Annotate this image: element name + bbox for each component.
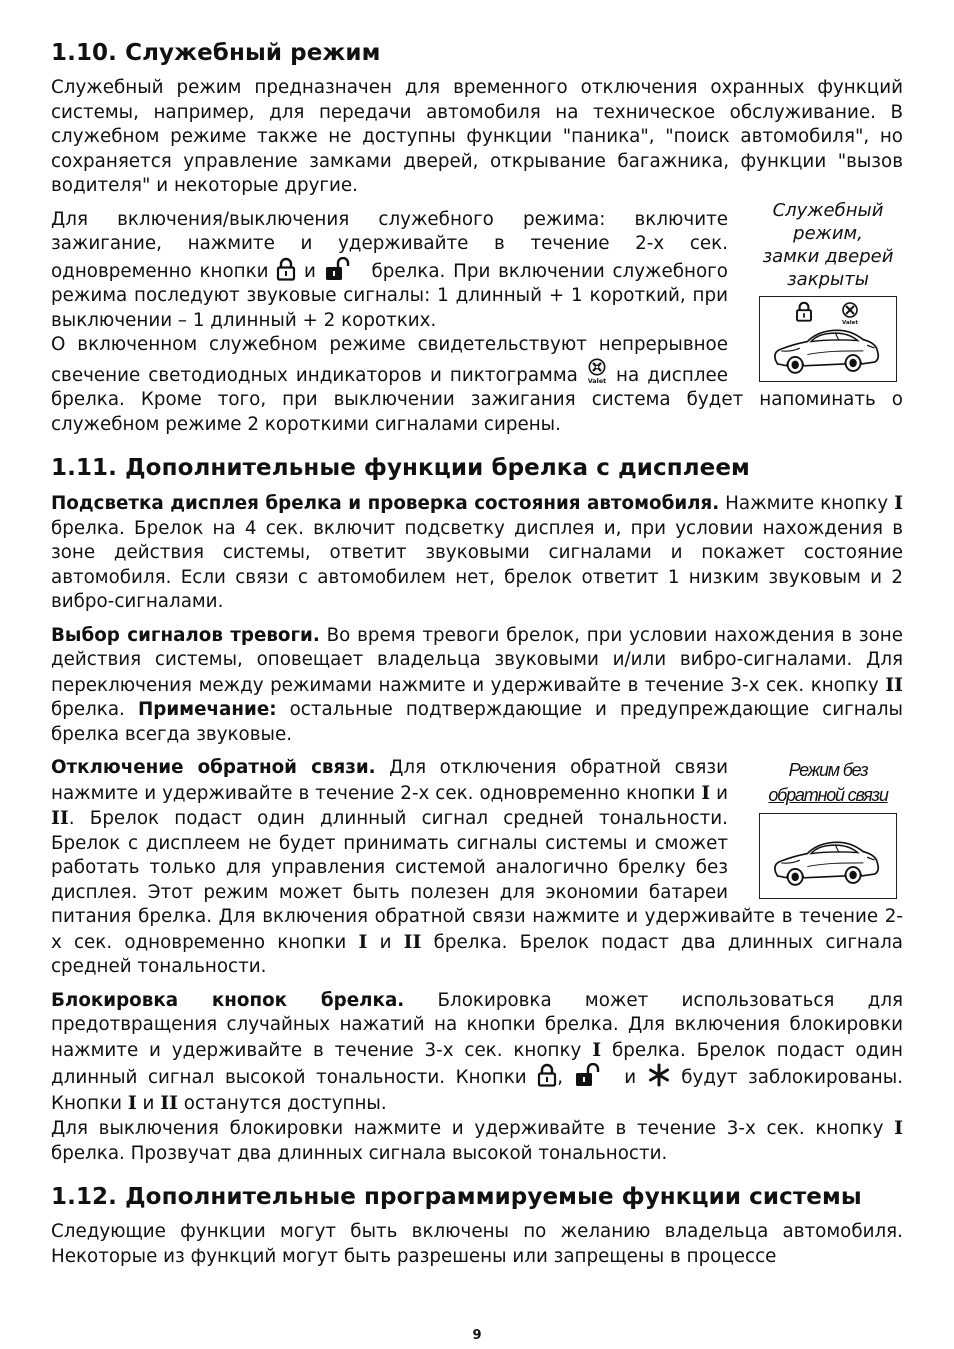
unlock-icon [574, 1063, 614, 1087]
s111-alarm-paragraph: Выбор сигналов тревоги. Во время тревоги брелок, при условии нахождения в зоне действия системы, оповещает владельца звуковыми и/или вибро-сигналами. Для переключения между режимами нажмите и удерживайте в течение 3-х сек. кнопку II брелка. Примечание: остальные подтверждающие и предупреждающие сигналы брелка всегда звуковые. [51, 624, 903, 745]
button-two-icon: II [403, 930, 422, 953]
lock-icon [537, 1063, 557, 1087]
s110-paragraph-2: Для включения/выключения служебного режима: включите зажигание, нажмите и удерживайте в течение 2-х сек. одновременно кнопки и брелка. При включении служебного режима последуют звуковые сигналы: 1 длинный + 1 короткий, при выключении – 1 длинный + 2 коротких. [51, 208, 728, 331]
unlock-icon [324, 257, 364, 281]
s111-lock-paragraph: Блокировка кнопок брелка. Блокировка может использоваться для предотвращения случайных нажатий на кнопки брелка. Для включения блокировки нажмите и удерживайте в течение 3-х сек. кнопку I брелка. Брелок подаст один длинный сигнал высокой тональности. Кнопки , и будут заблокированы. Кнопки I и II останутся доступны. [51, 989, 904, 1114]
s110-paragraph-1: Служебный режим предназначен для временного отключения охранных функций системы, например, для передачи автомобиля на техническое обслуживание. В служебном режиме также не доступны функции "паника", "поиск автомобиля", но сохраняется управление замками дверей, открывание багажника, функции "вызов водителя" и некоторые другие. [51, 77, 903, 196]
s111-feedback-paragraph: Отключение обратной связи. Для отключения обратной связи нажмите и удерживайте в течение 2-х сек. одновременно кнопки I и II. Брелок подаст один длинный сигнал средней тональности. Брелок с дисплеем не будет принимать сигналы системы и сможет работать только для управления системой аналогично брелку без дисплея. Этот режим может быть полезен для экономии батареи питания брелка. Для включения обратной связи нажмите и удерживайте в течение 2-х сек. одновременно кнопки I и II брелка. Брелок подаст два длинных сигнала средней тональности. [51, 757, 903, 977]
button-two-icon: II [51, 807, 69, 829]
s112-paragraph-1: Следующие функции могут быть включены по желанию владельца автомобиля. Некоторые из функций могут быть разрешены или запрещены в процессе [51, 1221, 903, 1267]
button-one-icon: I [127, 1091, 137, 1114]
valet-icon [842, 303, 858, 326]
s110-paragraph-3: О включенном служебном режиме свидетельствуют непрерывное свечение светодиодных индикаторов и пиктограмма на дисплее брелка. Кроме того, при выключении зажигания система будет напоминать о служебном режиме 2 короткими сигналами сирены. [51, 334, 903, 435]
remote-display-no-feedback [759, 813, 897, 899]
button-two-icon: II [160, 1091, 178, 1114]
lock-icon [797, 302, 811, 320]
page-number: 9 [472, 1328, 482, 1343]
s111-unlock-paragraph: Для выключения блокировки нажмите и удерживайте в течение 3-х сек. кнопку I брелка. Прозвучат два длинных сигнала высокой тональности. [51, 1117, 903, 1164]
valet-icon [586, 358, 608, 385]
button-one-icon: I [592, 1038, 602, 1061]
button-two-icon: II [885, 673, 903, 696]
heading-1-11: 1.11. Дополнительные функции брелка с дисплеем [51, 455, 750, 481]
remote-display-valet [759, 296, 897, 382]
figure-no-feedback-caption: Режим без обратной связи [768, 760, 888, 805]
s111-backlight-paragraph: Подсветка дисплея брелка и проверка состояния автомобиля. Нажмите кнопку I брелка. Брелок на 4 сек. включит подсветку дисплея и, при условии нахождения в зоне действия системы, ответит звуковыми сигналами и покажет состояние автомобиля. Если связи с автомобилем нет, брелок ответит 1 низким звуковым и 2 вибро-сигналами. [51, 492, 903, 612]
car-icon [775, 842, 878, 884]
car-icon [775, 330, 878, 372]
figure-no-feedback [753, 758, 903, 899]
button-one-icon: I [894, 1117, 903, 1139]
button-one-icon: I [894, 492, 903, 514]
page-content [51, 40, 903, 1269]
heading-1-12: 1.12. Дополнительные программируемые функции системы [51, 1184, 862, 1210]
figure-valet-caption: Служебный режим, замки дверей закрыты [762, 199, 894, 290]
figure-valet-mode [753, 199, 903, 382]
star-icon [647, 1063, 671, 1087]
lock-icon [276, 257, 296, 281]
button-one-icon: I [701, 781, 711, 804]
button-one-icon: I [358, 930, 368, 953]
svg-text:Valet: Valet [842, 319, 858, 326]
heading-1-10: 1.10. Служебный режим [51, 40, 381, 66]
